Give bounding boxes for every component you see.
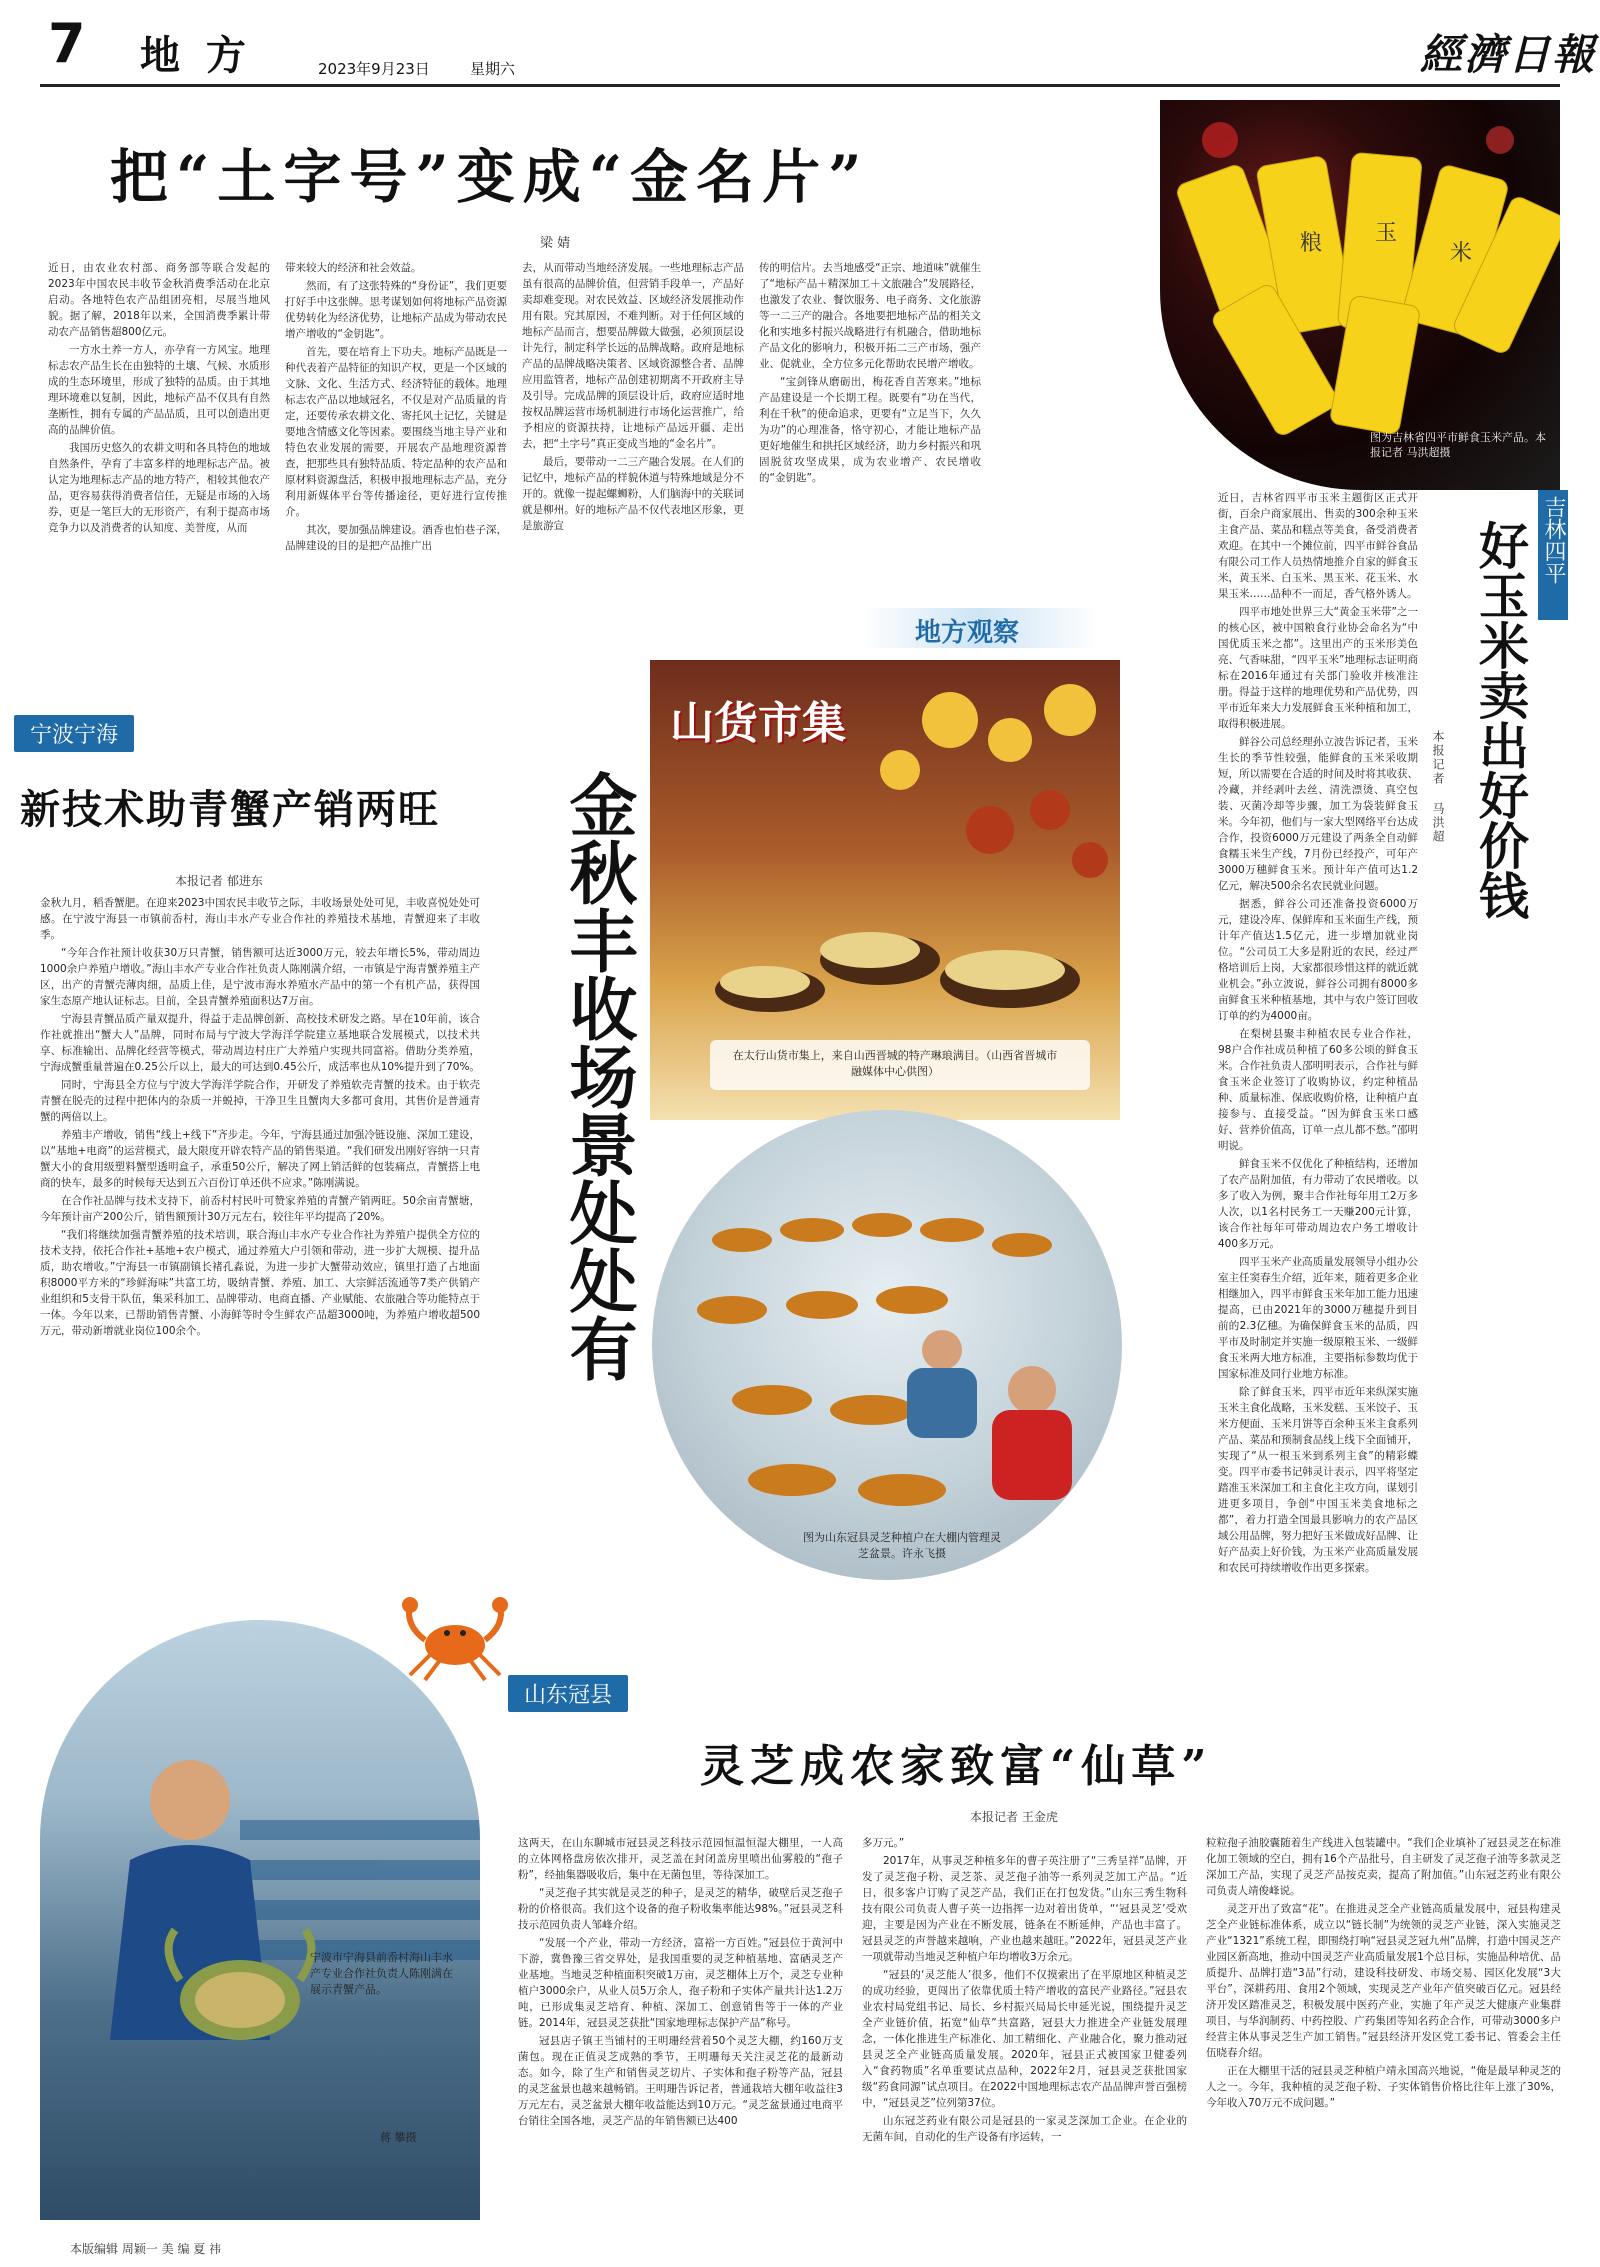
lead-paragraph: 我国历史悠久的农耕文明和各具特色的地域自然条件，孕育了丰富多样的地理标志产品。被认定为地理标志产品的地方特产，相较其他农产品，更容易获得消费者信任，无疑是市场的入场券，更是一笔巨大的无形资产，有利于提高市场竞争力以及消费者的认知度、美誉度，从而 bbox=[48, 442, 270, 534]
shandong-paragraph: “冠县的‘灵芝能人’很多，他们不仅摸索出了在平原地区种植灵芝的成功经验，更闯出了依靠优质土特产增收的富民产业路径。”冠县农业农村局党组书记、局长、乡村振兴局局长申延光说，围绕提升灵芝全产业链价值，拓宽“仙草”共富路，冠县大力推进全产业链发展理念，一体化推进生产标准化、加工精细化、产业融合化，聚力推动冠县灵芝全产业链高质量发展。2020年，冠县正式被国家卫健委列入“食药物质”名单重要试点品种，2022年2月，冠县灵芝获批国家级“药食同源”试点项目。在2022中国地理标志农产品品牌声誉百强榜中，“冠县灵芝”位列第37位。 bbox=[862, 1969, 1187, 2109]
jilin-body bbox=[1218, 490, 1418, 1750]
jilin-tag bbox=[1538, 490, 1568, 620]
lead-paragraph: 其次，要加强品牌建设。酒香也怕巷子深，品牌建设的目的是把产品推广出 bbox=[285, 524, 507, 552]
ningbo-paragraph: 同时，宁海县全方位与宁波大学海洋学院合作，开研发了养殖软壳青蟹的技术。由于软壳青蟹在脱壳的过程中把体内的杂质一并蜕掉，干净卫生且蟹肉大多都可食用，其售价是普通青蟹的两倍以上。 bbox=[40, 1079, 480, 1123]
lead-paragraph: 带来较大的经济和社会效益。 bbox=[285, 262, 422, 274]
shandong-column-1 bbox=[518, 1835, 843, 2255]
jilin-headline: 好玉米卖出好价钱 bbox=[1471, 520, 1530, 920]
lead-column-3 bbox=[522, 260, 744, 660]
shandong-paragraph: “灵芝孢子其实就是灵芝的种子，是灵芝的精华，破壁后灵芝孢子粉的价格很高。我们这个设备的孢子粉收集率能达98%。”冠县灵芝科技示范园负责人邹峰介绍。 bbox=[518, 1887, 843, 1931]
market-logo: 山货市集 bbox=[670, 698, 846, 749]
jilin-author: 本报记者 马洪超 bbox=[1431, 730, 1445, 844]
lead-headline: 把“土字号”变成“金名片” bbox=[110, 143, 870, 211]
svg-text:米: 米 bbox=[1450, 241, 1473, 266]
shandong-paragraph: “发展一个产业，带动一方经济，富裕一方百姓。”冠县位于黄河中下游，冀鲁豫三省交界处，是我国重要的灵芝种植基地、富硒灵芝产业基地。当地灵芝种植面积突破1万亩，灵芝棚体上万个，灵芝专业种植户3000余户，从业人员5万余人，孢子粉和子实体产量共计达1.2万吨，已形成集灵芝培育、种植、深加工、创意销售等于一体的产业链。2014年，冠县灵芝获批“国家地理标志保护产品”称号。 bbox=[518, 1937, 843, 2029]
lead-column-1 bbox=[48, 260, 270, 660]
shandong-tag: 山东冠县 bbox=[508, 1675, 628, 1712]
paper-logo: 經濟日報 bbox=[1420, 30, 1597, 79]
lead-column-2 bbox=[285, 260, 507, 660]
page-number: 7 bbox=[48, 12, 86, 75]
corn-photo bbox=[1160, 100, 1560, 490]
lead-paragraph: 然而，有了这张特殊的“身份证”，我们更要打好手中这张牌。思考谋划如何将地标产品资源优势转化为经济优势，让地标产品成为带动农民增产增收的“金钥匙”。 bbox=[285, 280, 507, 340]
lead-paragraph: “宝剑锋从磨砺出，梅花香自苦寒来。”地标产品建设是一个长期工程。既要有“功在当代，利在千秋”的使命追求，更要有“立足当下，久久为功”的心理准备，恪守初心，才能让地标产品更好地催生和拱托区域经济，助力乡村振兴和巩固脱贫攻坚成果，成为农业增产、农民增收的“金钥匙”。 bbox=[759, 376, 981, 484]
jilin-paragraph: 近日，吉林省四平市玉米主题街区正式开街，百余户商家展出、售卖的300余种玉米主食产品、菜品和糕点等美食，备受消费者欢迎。在其中一个摊位前，四平市鲜谷食品有限公司工作人员热情地推介自家的鲜食玉米，黄玉米、白玉米、黑玉米、花玉米、水果玉米……品种不一而足，香气格外诱人。 bbox=[1218, 492, 1418, 600]
feature-banner bbox=[860, 608, 1100, 648]
shandong-paragraph: 这两天，在山东聊城市冠县灵芝科技示范园恒温恒湿大棚里，一人高的立体网格盘房依次排开，灵芝盖在封闭盖房里喷出仙雾般的“孢子粉”，经抽集器吸收后，集中在无菌包里，等待深加工。 bbox=[518, 1837, 843, 1881]
crab-photo-credit: 蒋 攀摄 bbox=[380, 2131, 417, 2144]
shandong-paragraph: 粒粒孢子油胶囊随着生产线进入包装罐中。“我们企业填补了冠县灵芝在标准化加工领域的空白，拥有16个产品批号，自主研发了灵芝孢子油等多款灵芝深加工产品，实现了灵芝产品按克卖，提高了附加值。”山东冠芝药业有限公司负责人靖俊峰说。 bbox=[1206, 1837, 1561, 1897]
lingzhi-photo-caption: 图为山东冠县灵芝种植户在大棚内管理灵芝盆景。许永飞摄 bbox=[803, 1531, 1001, 1560]
lead-paragraph: 首先，要在培育上下功夫。地标产品既是一种代表着产品特征的知识产权，更是一个区域的文脉、文化、生活方式、经济特征的载体。地理标志农产品以地域冠名，不仅是对产品质量的肯定，还要传承农耕文化、寄托风土记忆，关键是要地含情感文化等因素。要围绕当地主导产业和特色农业发展的需要，开展农产品地理资源普查，把那些具有独特品质、特定品种的农产品和原材料资源盘活，积极申报地理标志产品，充分利用新媒体平台等传播途径，更好进行宣传推介。 bbox=[285, 346, 507, 518]
ningbo-author: 本报记者 郁进东 bbox=[175, 874, 263, 888]
corn-photo-caption: 图为吉林省四平市鲜食玉米产品。本报记者 马洪超摄 bbox=[1370, 431, 1546, 459]
shandong-headline: 灵芝成农家致富“仙草” bbox=[700, 1741, 1213, 1792]
jilin-paragraph: 鲜食玉米不仅优化了种植结构，还增加了农产品附加值，有力带动了农民增收。以多了收入为例，聚丰合作社每年用工2万多人次，以1名村民务工一天赚200元计算，该合作社每年可带动周边农户务工增收计400多万元。 bbox=[1218, 1158, 1418, 1250]
masthead bbox=[0, 0, 1600, 90]
market-photo bbox=[650, 660, 1120, 1120]
lingzhi-photo bbox=[652, 1110, 1122, 1580]
issue-date: 2023年9月23日 bbox=[318, 60, 430, 78]
shandong-paragraph: 正在大棚里干活的冠县灵芝种植户靖永国高兴地说，“俺是最早种灵芝的人之一。今年，我种植的灵芝孢子粉、子实体销售价格比往年上涨了30%，今年收入70万元不成问题。” bbox=[1206, 2065, 1561, 2109]
page-editor-line: 本版编辑 周颖一 美 编 夏 祎 bbox=[70, 2242, 222, 2256]
feature-banner-text: 地方观察 bbox=[915, 618, 1020, 648]
lead-paragraph: 传的明信片。去当地感受“正宗、地道味”就催生了“地标产品＋精深加工＋文旅融合”发展路径，也激发了农业、餐饮服务、电子商务、文化旅游等一二三产的融合。各地要把地标产品的相关文化和实地多村振兴战略进行有机融合，借助地标产品文化的影响力，积极开拓二三产市场，强产业、促就业，全方位多元化帮助农民增产增收。 bbox=[759, 262, 981, 370]
section-name: 地 方 bbox=[140, 32, 252, 79]
issue-weekday: 星期六 bbox=[470, 60, 516, 78]
market-photo-caption: 在太行山货市集上，来自山西晋城的特产琳琅满目。（山西省晋城市融媒体中心供图） bbox=[732, 1049, 1058, 1078]
ningbo-tag: 宁波宁海 bbox=[14, 715, 134, 752]
lead-paragraph: 去，从而带动当地经济发展。一些地理标志产品虽有很高的品牌价值，但营销手段单一，产品好卖却难变现。对农民效益、区域经济发展推动作用有限。究其原因，不难判断。对于任何区域的地标产品而言，想要品牌做大做强，必须顶层设计先行，制定科学长远的品牌战略。政府是地标产品的品牌战略决策者、区域资源整合者、品牌应用监管者，地标产品创建初期离不开政府主导及引导。完成品牌的顶层设计后，政府应适时地按权品牌运营市场机制进行市场化运营推广，给予相应的资源扶持，让地标产品远开疆、走出去，把“土字号”真正变成当地的“金名片”。 bbox=[522, 262, 744, 450]
ningbo-body bbox=[40, 895, 480, 1570]
shandong-paragraph: 2017年，从事灵芝种植多年的曹子英注册了“三秀呈祥”品牌，开发了灵芝孢子粉、灵芝茶、灵芝孢子油等一系列灵芝加工产品。“近日，很多客户订购了灵芝产品，我们正在打包发货。”山东三秀生物科技有限公司负责人曹子英一边指挥一边对着出货单，“‘冠县灵芝’受欢迎，主要是因为产业在不断发展，链条在不断延伸，产品也丰富了。冠县灵芝的声誉越来越响，产业也越来越旺。”2022年，冠县灵芝产业一项就带动当地灵芝种植户年均增收3万余元。 bbox=[862, 1855, 1187, 1963]
shandong-author: 本报记者 王金虎 bbox=[970, 1810, 1058, 1824]
lead-paragraph: 最后，要带动一二三产融合发展。在人们的记忆中，地标产品的样貌休道与特殊地域是分不开的。就像一提起螺蛳粉，人们脑海中的关联词就是柳州。好的地标产品不仅代表地区形象，更是旅游宣 bbox=[522, 456, 744, 532]
feature-vertical-title: 金秋丰收场景处处有 bbox=[558, 770, 638, 1382]
shandong-paragraph: 冠县店子镇王当铺村的王明珊经营着50个灵芝大棚，约160万支菌包。现在正值灵芝成熟的季节，王明珊每天关注灵芝花的最新动态。如今，除了生产和销售灵芝切片、子实体和孢子粉等产品，冠县的灵芝盆景也越来越畅销。王明珊告诉记者，普通栽培大棚年收益往3万元左右，灵芝盆景大棚年收益能达到10万元。“灵芝盆景通过电商平台销往全国各地，灵芝产品的年销售额已达400 bbox=[518, 2035, 843, 2127]
lead-paragraph: 一方水土养一方人，亦孕育一方风宝。地理标志农产品生长在由独特的土壤、气候、水质形成的生态环境里，形成了独特的品质。由于其地理环境难以复制，因此，地标产品不仅具有自然垄断性，拥有专属的产品品质，且可以创造出更高的品牌价值。 bbox=[48, 344, 270, 436]
jilin-paragraph: 四平市地处世界三大“黄金玉米带”之一的核心区，被中国粮食行业协会命名为“中国优质玉米之都”。这里出产的玉米形美色亮、气香味甜，“四平玉米”地理标志证明商标在2016年通过有关部门验收并核准注册。得益于这样的地理优势和产品优势，四平市近年来大力发展鲜食玉米种植和加工，取得积极进展。 bbox=[1218, 606, 1418, 730]
shandong-paragraph: 多万元。” bbox=[862, 1837, 905, 1849]
lingzhi-greenhouse-graphic bbox=[652, 1110, 1122, 1580]
ningbo-paragraph: 在合作社品牌与技术支持下，前岙村村民叶可赞家养殖的青蟹产销两旺。50余亩青蟹塘，今年预计亩产200公斤，销售额预计30万元左右，较往年平均提高了20%。 bbox=[40, 1195, 480, 1223]
ningbo-paragraph: 养殖丰产增收，销售“线上+线下”齐步走。今年，宁海县通过加强冷链设施、深加工建设，以“基地+电商”的运营模式，最大限度开辟农特产品的销售渠道。“我们研发出刚好容纳一只青蟹大小的食用级塑料蟹型透明盒子，承重50公斤，解决了网上销活鲜的包装痛点，青蟹搭上电商的快车，最多的时候每天达到五六百份订单还供不应求。”陈刚满说。 bbox=[40, 1129, 480, 1189]
svg-text:玉: 玉 bbox=[1375, 221, 1398, 246]
lead-author: 梁 婧 bbox=[540, 236, 571, 251]
jilin-paragraph: 在梨树县聚丰种植农民专业合作社，98户合作社成员种植了60多公顷的鲜食玉米。合作社负责人邵明明表示，合作社与鲜食玉米企业签订了收购协议，约定种植品种、质量标准、保底收购价格，让种植户直接参与、直接受益。“因为鲜食玉米口感好、营养价值高，订单一点儿都不愁。”邵明明说。 bbox=[1218, 1028, 1418, 1152]
lead-paragraph: 近日，由农业农村部、商务部等联合发起的2023年中国农民丰收节金秋消费季活动在北京启动。各地特色农产品组团亮相，尽展当地风貌。据了解，2018年以来，全国消费季累计带动农产品销售超800亿元。 bbox=[48, 262, 270, 338]
shandong-column-2 bbox=[862, 1835, 1187, 2255]
shandong-paragraph: 山东冠芝药业有限公司是冠县的一家灵芝深加工企业。在企业的无菌车间，自动化的生产设备有序运转，一 bbox=[862, 2115, 1187, 2143]
crab-photo-caption: 宁波市宁海县前岙村海山丰水产专业合作社负责人陈刚满在展示青蟹产品。 bbox=[310, 1951, 453, 1996]
ningbo-paragraph: 宁海县青蟹品质产量双提升，得益于走品牌创新、高校技术研发之路。早在10年前，该合作社就推出“蟹大人”品牌，同时布局与宁波大学海洋学院建立基地联合发展模式，以技术共享、标准输出、品牌化经营等模式，带动周边村庄广大养殖户实现共同富裕。借助分类养殖，宁海成蟹重量普遍在0.25公斤以上，最大的可达到0.45公斤，成活率也从10%提升到了70%。 bbox=[40, 1013, 480, 1073]
svg-text:粮: 粮 bbox=[1300, 231, 1323, 256]
shandong-paragraph: 灵芝开出了致富“花”。在推进灵芝全产业链高质量发展中，冠县构建灵芝全产业链标准体系，成立以“链长制”为统领的灵芝产业链，深入实施灵芝产业“1321”系统工程，即围绕打响“冠县灵芝冠九州”品牌，打造中国灵芝产业园区新高地，推动中国灵芝产业高质量发展1个总目标，实施品种培优、品质提升、品牌打造“3品”行动，建设科技研发、市场交易、园区化发展“3大平台”，深耕药用、食用2个领域，实现灵芝产业年产值突破百亿元。冠县经济开发区踏准灵芝，积极发展中医药产业，实施了年产灵芝大健康产业集群项目，与华润制药、中药控股、广药集团等知名药企合作，可带动3000多户经营主体从事灵芝生产加工销售。”冠县经济开发区党工委书记、管委会主任伍晓春介绍。 bbox=[1206, 1903, 1561, 2059]
jilin-paragraph: 鲜谷公司总经理孙立波告诉记者，玉米生长的季节性较强，能鲜食的玉米采收期短，所以需要在合适的时间及时将其收获、冷藏，并经剥叶去丝、清洗漂烫、真空包装、灭菌冷却等步骤，加工为袋装鲜食玉米。今年初，他们与一家大型网络平台达成合作，投资6000万元建设了两条全自动鲜食糯玉米生产线，7月份已经投产，可年产3000万穗鲜食玉米。预计年产值可达1.2亿元，解决500余名农民就业问题。 bbox=[1218, 736, 1418, 892]
jilin-paragraph: 四平玉米产业高质量发展领导小组办公室主任窦春生介绍，近年来，随着更多企业相继加入，四平市鲜食玉米年加工能力迅速提高，已由2021年的3000万穗提升到目前的2.3亿穗。为确保鲜食玉米的品质，四平市及时制定并实施一级原粮玉米、一级鲜食玉米两大地方标准，主要指标参数均优于国家标准及同行业地方标准。 bbox=[1218, 1256, 1418, 1380]
jilin-paragraph: 据悉，鲜谷公司还准备投资6000万元，建设冷库、保鲜库和玉米面生产线，预计年产值达1.5亿元，进一步增加就业岗位。“公司员工大多是附近的农民，经过严格培训后上岗，大家都很珍惜这样的就近就业机会。”孙立波说，鲜谷公司拥有8000多亩鲜食玉米种植基地，其中与农户签订回收订单的约为4000亩。 bbox=[1218, 898, 1418, 1022]
jilin-paragraph: 除了鲜食玉米，四平市近年来纵深实施玉米主食化战略，玉米发糕、玉米饺子、玉米方便面、玉米月饼等百余种玉米主食系列产品、菜品和预制食品线上线下全面铺开，实现了“从一根玉米到系列主食”的精彩蝶变。四平市委书记韩灵计表示，四平将坚定踏准玉米深加工和主食化主攻方向，谋划引进更多项目，争创“中国玉米美食地标之都”，着力打造全国最具影响力的农产品区域公用品牌，努力把好玉米做成好品牌、让好产品卖上好价钱，为玉米产业高质量发展和农民可持续增收作出更多探索。 bbox=[1218, 1386, 1418, 1574]
shandong-column-3 bbox=[1206, 1835, 1561, 2255]
lead-column-4 bbox=[759, 260, 981, 580]
ningbo-paragraph: “我们将继续加强青蟹养殖的技术培训，联合海山丰水产专业合作社为养殖户提供全方位的技术支持，依托合作社+基地+农户模式，通过养殖大户引领和带动，进一步扩大规模、提升品质，助农增收。”宁海县一市镇副镇长褚孔淼说，为进一步扩大蟹带动效应，镇里打造了占地面积8000平方米的“珍鲜海味”共富工坊，吸纳青蟹、养殖、加工、大宗鲜活流通等7类产供销产业组织和5支骨干队伍，集采科加工、品牌带动、电商直播、产业赋能、农旅融合等功能特点于一体。今年以来，已帮助销售青蟹、小海鲜等时令生鲜农产品超3000吨，为养殖户增收超500万元，带动新增就业岗位100余个。 bbox=[40, 1229, 480, 1337]
masthead-rule bbox=[40, 84, 1560, 87]
ningbo-paragraph: “今年合作社预计收获30万只青蟹，销售额可达近3000万元，较去年增长5%，带动周边1000余户养殖户增收。”海山丰水产专业合作社负责人陈刚满介绍，一市镇是宁海青蟹养殖主产区，出产的青蟹壳薄肉细，品质上佳，是宁波市海水养殖水产品中的第一个有机产品，获得国家生态原产地认证标志。目前，全县青蟹养殖面积达7万亩。 bbox=[40, 947, 480, 1007]
jilin-tag-text: 吉林四平 bbox=[1541, 496, 1566, 584]
crab-photo bbox=[40, 1620, 480, 2220]
ningbo-paragraph: 金秋九月，稻香蟹肥。在迎来2023中国农民丰收节之际，丰收场景处处可见，丰收喜悦处处可感。在宁波宁海县一市镇前岙村，海山丰水产专业合作社的养殖技术基地，青蟹迎来了丰收季。 bbox=[40, 897, 480, 941]
ningbo-headline: 新技术助青蟹产销两旺 bbox=[20, 786, 440, 833]
